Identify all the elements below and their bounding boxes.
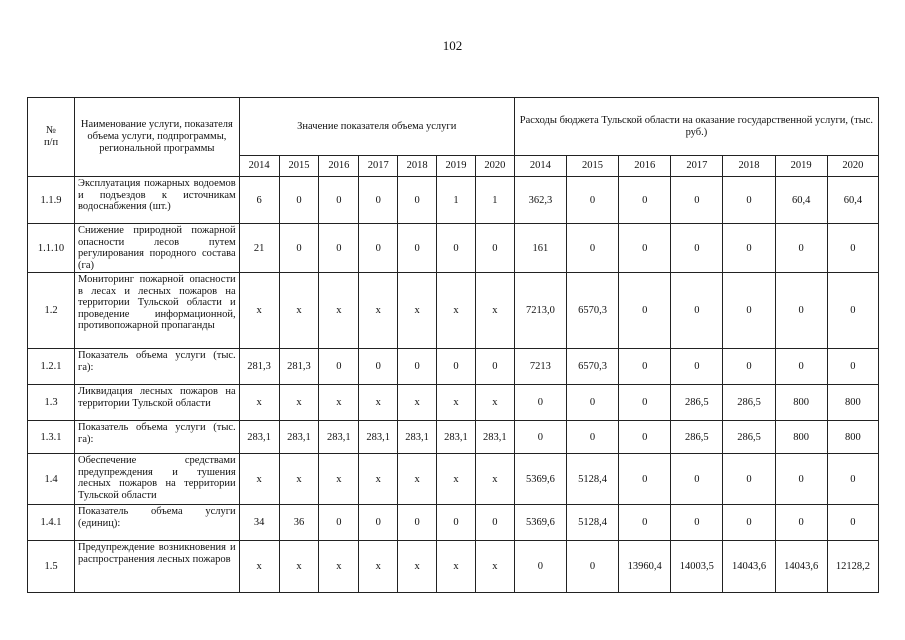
volume-value: 0 bbox=[319, 224, 359, 273]
volume-value: 0 bbox=[437, 505, 476, 541]
volume-value: 283,1 bbox=[319, 421, 359, 454]
year-header-expense-2015: 2015 bbox=[566, 156, 618, 177]
row-name: Ликвидация лесных пожаров на территории Тульской области bbox=[75, 385, 240, 421]
volume-value: 283,1 bbox=[398, 421, 437, 454]
volume-value: х bbox=[279, 541, 319, 593]
volume-value: х bbox=[359, 385, 398, 421]
volume-value: х bbox=[359, 454, 398, 505]
expense-value: 0 bbox=[723, 505, 775, 541]
volume-value: 283,1 bbox=[359, 421, 398, 454]
expense-value: 12128,2 bbox=[827, 541, 878, 593]
expense-value: 286,5 bbox=[671, 421, 723, 454]
expense-value: 5128,4 bbox=[566, 505, 618, 541]
expense-value: 0 bbox=[671, 505, 723, 541]
volume-value: 0 bbox=[398, 349, 437, 385]
volume-value: х bbox=[437, 385, 476, 421]
volume-value: 281,3 bbox=[279, 349, 319, 385]
expense-value: 0 bbox=[723, 177, 775, 224]
volume-value: 0 bbox=[359, 177, 398, 224]
volume-value: х bbox=[398, 541, 437, 593]
expense-value: 14043,6 bbox=[723, 541, 775, 593]
expense-value: 286,5 bbox=[723, 385, 775, 421]
year-header-volume-2014: 2014 bbox=[239, 156, 279, 177]
expense-value: 5128,4 bbox=[566, 454, 618, 505]
expense-value: 5369,6 bbox=[514, 505, 566, 541]
volume-value: 6 bbox=[239, 177, 279, 224]
expense-value: 0 bbox=[619, 224, 671, 273]
year-header-volume-2017: 2017 bbox=[359, 156, 398, 177]
row-name: Эксплуатация пожарных водоемов и подъездов к источникам водоснабжения (шт.) bbox=[75, 177, 240, 224]
expense-value: 7213,0 bbox=[514, 273, 566, 349]
expense-value: 0 bbox=[827, 505, 878, 541]
volume-value: х bbox=[279, 273, 319, 349]
row-name: Показатель объема услуги (единиц): bbox=[75, 505, 240, 541]
expense-value: 0 bbox=[827, 349, 878, 385]
expense-value: 0 bbox=[566, 421, 618, 454]
expense-value: 0 bbox=[827, 224, 878, 273]
expense-value: 0 bbox=[775, 454, 827, 505]
expense-value: 0 bbox=[723, 349, 775, 385]
volume-value: 0 bbox=[398, 177, 437, 224]
volume-value: х bbox=[359, 273, 398, 349]
expense-value: 0 bbox=[671, 273, 723, 349]
year-header-expense-2014: 2014 bbox=[514, 156, 566, 177]
row-number: 1.1.9 bbox=[28, 177, 75, 224]
volume-value: 21 bbox=[239, 224, 279, 273]
expense-value: 0 bbox=[619, 385, 671, 421]
expense-value: 0 bbox=[827, 454, 878, 505]
volume-value: х bbox=[475, 541, 514, 593]
expense-value: 286,5 bbox=[723, 421, 775, 454]
row-number: 1.3 bbox=[28, 385, 75, 421]
row-name: Обеспечение средствами предупреждения и тушения лесных пожаров на территории Тульской области bbox=[75, 454, 240, 505]
volume-value: 283,1 bbox=[239, 421, 279, 454]
expense-value: 7213 bbox=[514, 349, 566, 385]
page-number: 102 bbox=[442, 38, 463, 53]
expense-value: 800 bbox=[775, 421, 827, 454]
expense-value: 0 bbox=[514, 541, 566, 593]
expense-value: 161 bbox=[514, 224, 566, 273]
volume-value: х bbox=[319, 385, 359, 421]
expense-value: 0 bbox=[723, 224, 775, 273]
volume-value: х bbox=[319, 273, 359, 349]
table-body bbox=[28, 98, 879, 593]
year-header-expense-2020: 2020 bbox=[827, 156, 878, 177]
volume-value: х bbox=[239, 454, 279, 505]
expense-value: 0 bbox=[566, 385, 618, 421]
volume-value: 0 bbox=[359, 505, 398, 541]
volume-value: 0 bbox=[319, 505, 359, 541]
year-header-volume-2016: 2016 bbox=[319, 156, 359, 177]
volume-value: х bbox=[437, 273, 476, 349]
volume-value: х bbox=[279, 385, 319, 421]
volume-value: х bbox=[359, 541, 398, 593]
expense-value: 14003,5 bbox=[671, 541, 723, 593]
expense-value: 286,5 bbox=[671, 385, 723, 421]
expense-value: 362,3 bbox=[514, 177, 566, 224]
volume-value: 0 bbox=[359, 224, 398, 273]
expense-value: 0 bbox=[671, 454, 723, 505]
expense-value: 0 bbox=[619, 273, 671, 349]
expense-value: 6570,3 bbox=[566, 273, 618, 349]
row-number: 1.2 bbox=[28, 273, 75, 349]
year-header-expense-2016: 2016 bbox=[619, 156, 671, 177]
volume-value: 34 bbox=[239, 505, 279, 541]
expense-value: 0 bbox=[514, 385, 566, 421]
row-number: 1.4 bbox=[28, 454, 75, 505]
volume-value: 281,3 bbox=[239, 349, 279, 385]
table-row bbox=[28, 505, 879, 541]
year-header-volume-2018: 2018 bbox=[398, 156, 437, 177]
row-number: 1.1.10 bbox=[28, 224, 75, 273]
table-row bbox=[28, 224, 879, 273]
volume-value: 0 bbox=[319, 177, 359, 224]
year-header-expense-2017: 2017 bbox=[671, 156, 723, 177]
volume-value: х bbox=[398, 273, 437, 349]
volume-value: 0 bbox=[279, 177, 319, 224]
volume-value: х bbox=[279, 454, 319, 505]
row-name: Показатель объема услуги (тыс. га): bbox=[75, 349, 240, 385]
year-header-volume-2015: 2015 bbox=[279, 156, 319, 177]
expense-value: 60,4 bbox=[827, 177, 878, 224]
volume-value: х bbox=[475, 273, 514, 349]
table-row bbox=[28, 421, 879, 454]
row-number: 1.3.1 bbox=[28, 421, 75, 454]
header-row-1 bbox=[28, 98, 879, 156]
volume-value: х bbox=[398, 385, 437, 421]
table-row bbox=[28, 385, 879, 421]
header-volume-group: Значение показателя объема услуги bbox=[239, 98, 514, 156]
volume-value: х bbox=[319, 454, 359, 505]
expense-value: 0 bbox=[619, 505, 671, 541]
expense-value: 13960,4 bbox=[619, 541, 671, 593]
expense-value: 0 bbox=[775, 224, 827, 273]
year-header-expense-2019: 2019 bbox=[775, 156, 827, 177]
volume-value: х bbox=[437, 541, 476, 593]
expense-value: 6570,3 bbox=[566, 349, 618, 385]
expense-value: 0 bbox=[671, 224, 723, 273]
year-header-volume-2019: 2019 bbox=[437, 156, 476, 177]
volume-value: 0 bbox=[437, 349, 476, 385]
expense-value: 800 bbox=[827, 385, 878, 421]
row-name: Предупреждение возникновения и распространения лесных пожаров bbox=[75, 541, 240, 593]
header-expense-group: Расходы бюджета Тульской области на оказание государственной услуги, (тыс. руб.) bbox=[514, 98, 878, 156]
expense-value: 0 bbox=[671, 177, 723, 224]
volume-value: 0 bbox=[398, 505, 437, 541]
volume-value: х bbox=[239, 541, 279, 593]
volume-value: 1 bbox=[437, 177, 476, 224]
expense-value: 0 bbox=[619, 349, 671, 385]
volume-value: 1 bbox=[475, 177, 514, 224]
row-name: Мониторинг пожарной опасности в лесах и лесных пожаров на территории Тульской области и проведение информационной, противопожарной пропаганды bbox=[75, 273, 240, 349]
expense-value: 0 bbox=[619, 177, 671, 224]
header-name: Наименование услуги, показателя объема услуги, подпрограммы, региональной программы bbox=[75, 98, 240, 177]
table-row bbox=[28, 541, 879, 593]
expense-value: 0 bbox=[671, 349, 723, 385]
expense-value: 800 bbox=[775, 385, 827, 421]
table-row bbox=[28, 349, 879, 385]
expense-value: 0 bbox=[566, 224, 618, 273]
expense-value: 60,4 bbox=[775, 177, 827, 224]
volume-value: х bbox=[239, 273, 279, 349]
row-name: Показатель объема услуги (тыс. га): bbox=[75, 421, 240, 454]
volume-value: х bbox=[319, 541, 359, 593]
volume-value: х bbox=[475, 454, 514, 505]
expense-value: 0 bbox=[566, 177, 618, 224]
expense-value: 0 bbox=[723, 273, 775, 349]
expense-value: 0 bbox=[619, 454, 671, 505]
volume-value: 0 bbox=[475, 224, 514, 273]
expense-value: 0 bbox=[566, 541, 618, 593]
volume-value: х bbox=[437, 454, 476, 505]
volume-value: 283,1 bbox=[475, 421, 514, 454]
expense-value: 5369,6 bbox=[514, 454, 566, 505]
volume-value: 0 bbox=[398, 224, 437, 273]
header-num: № п/п bbox=[28, 98, 75, 177]
volume-value: 283,1 bbox=[279, 421, 319, 454]
volume-value: 0 bbox=[279, 224, 319, 273]
services-table bbox=[27, 97, 879, 593]
year-header-volume-2020: 2020 bbox=[475, 156, 514, 177]
row-number: 1.4.1 bbox=[28, 505, 75, 541]
row-number: 1.5 bbox=[28, 541, 75, 593]
volume-value: х bbox=[475, 385, 514, 421]
row-number: 1.2.1 bbox=[28, 349, 75, 385]
expense-value: 0 bbox=[775, 505, 827, 541]
row-name: Снижение природной пожарной опасности лесов путем регулирования породного состава (га) bbox=[75, 224, 240, 273]
volume-value: х bbox=[239, 385, 279, 421]
expense-value: 800 bbox=[827, 421, 878, 454]
volume-value: 0 bbox=[359, 349, 398, 385]
volume-value: х bbox=[398, 454, 437, 505]
table-row bbox=[28, 273, 879, 349]
table-row bbox=[28, 454, 879, 505]
expense-value: 0 bbox=[827, 273, 878, 349]
volume-value: 0 bbox=[437, 224, 476, 273]
volume-value: 36 bbox=[279, 505, 319, 541]
volume-value: 0 bbox=[475, 505, 514, 541]
expense-value: 0 bbox=[514, 421, 566, 454]
year-header-expense-2018: 2018 bbox=[723, 156, 775, 177]
volume-value: 0 bbox=[475, 349, 514, 385]
volume-value: 0 bbox=[319, 349, 359, 385]
volume-value: 283,1 bbox=[437, 421, 476, 454]
expense-value: 0 bbox=[775, 273, 827, 349]
expense-value: 14043,6 bbox=[775, 541, 827, 593]
expense-value: 0 bbox=[619, 421, 671, 454]
table-row bbox=[28, 177, 879, 224]
expense-value: 0 bbox=[723, 454, 775, 505]
expense-value: 0 bbox=[775, 349, 827, 385]
